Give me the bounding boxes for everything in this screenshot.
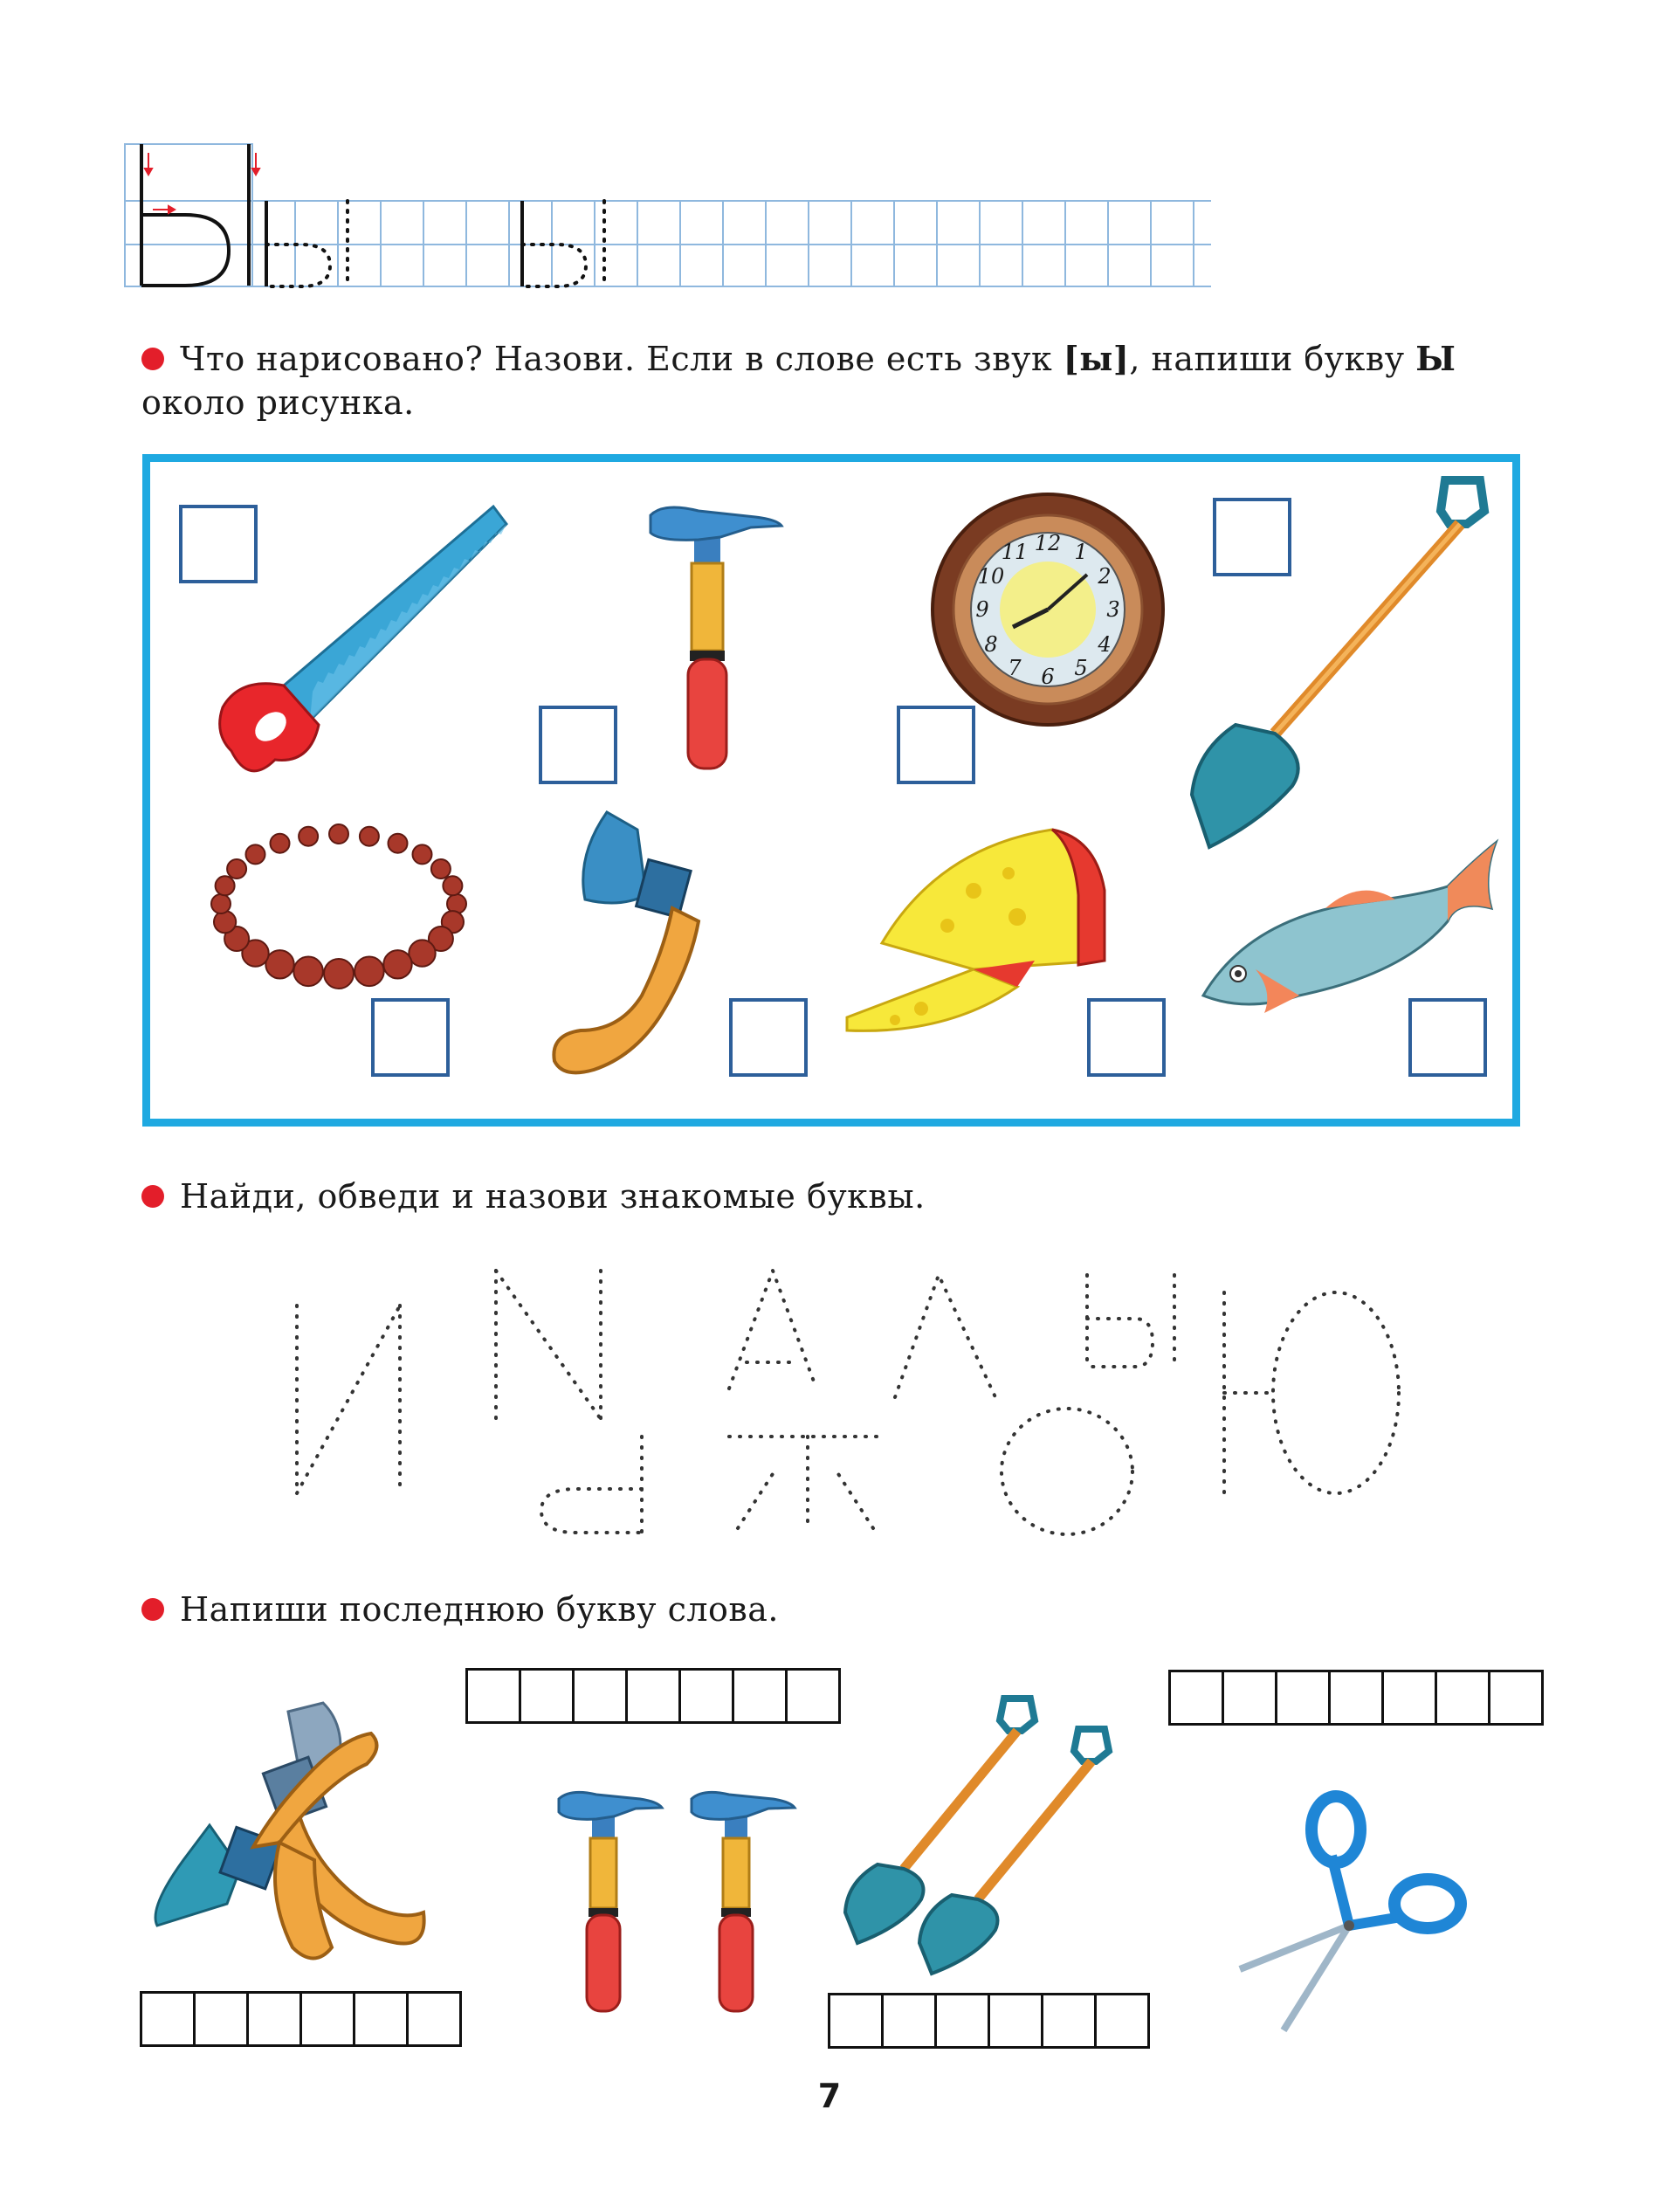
bead: [299, 827, 318, 846]
bead: [360, 827, 379, 846]
answer-cells-shovels[interactable]: [828, 1993, 1150, 2049]
bead: [383, 950, 411, 978]
task-3-instruction: Напиши последнюю букву слова.: [141, 1588, 779, 1631]
svg-text:4: 4: [1098, 632, 1112, 657]
shovel-icon: [1179, 472, 1511, 856]
answer-box-beads[interactable]: [371, 998, 450, 1077]
task-1-instruction: Что нарисовано? Назови. Если в слове есть звук [ы], напиши букву Ы около рисунка.: [141, 339, 1456, 422]
copybook-grid: [0, 0, 1659, 297]
svg-text:3: 3: [1106, 597, 1120, 622]
bead: [293, 957, 323, 987]
scissors-icon: [1231, 1795, 1476, 2039]
hammer-icon: [646, 498, 786, 777]
answer-cells-top-left[interactable]: [465, 1668, 841, 1724]
bead: [265, 950, 293, 978]
task-2-instruction: Найди, обведи и назови знакомые буквы.: [141, 1175, 926, 1218]
svg-text:9: 9: [975, 597, 989, 622]
bead: [227, 859, 246, 879]
bead: [271, 834, 290, 853]
bead: [355, 957, 384, 987]
bead: [329, 824, 348, 844]
svg-text:7: 7: [1008, 656, 1022, 680]
bead: [409, 940, 435, 966]
page-number: 7: [817, 2077, 842, 2115]
svg-text:8: 8: [984, 632, 998, 657]
shovels-icon: [838, 1694, 1144, 1956]
bead: [389, 834, 408, 853]
bead: [214, 911, 236, 933]
bead: [324, 959, 354, 989]
axes-icon: [148, 1694, 445, 1974]
svg-text:12: 12: [1034, 531, 1062, 555]
dotted-letters: [0, 1240, 1659, 1554]
hammers-icon: [557, 1786, 810, 2013]
svg-text:11: 11: [1001, 540, 1029, 564]
svg-text:2: 2: [1098, 564, 1112, 589]
beads-icon: [199, 821, 478, 1004]
bullet-icon: [141, 1598, 164, 1621]
answer-box-hammer[interactable]: [539, 706, 617, 784]
bullet-icon: [141, 348, 164, 370]
bead: [443, 876, 462, 895]
bullet-icon: [141, 1185, 164, 1208]
svg-text:10: 10: [977, 564, 1005, 589]
bead: [216, 876, 235, 895]
answer-cells-axes[interactable]: [140, 1991, 462, 2047]
svg-text:5: 5: [1074, 656, 1088, 680]
saw-icon: [214, 498, 511, 795]
bead: [211, 894, 231, 913]
answer-cells-top-right[interactable]: [1168, 1670, 1544, 1726]
axe-icon: [541, 812, 760, 1083]
clock-icon: [926, 487, 1170, 732]
svg-text:6: 6: [1041, 665, 1055, 689]
bead: [431, 859, 451, 879]
fish-icon: [1194, 825, 1500, 1044]
svg-text:1: 1: [1074, 540, 1088, 564]
bead: [413, 844, 432, 864]
cheese-icon: [843, 812, 1113, 1039]
bead: [246, 844, 265, 864]
